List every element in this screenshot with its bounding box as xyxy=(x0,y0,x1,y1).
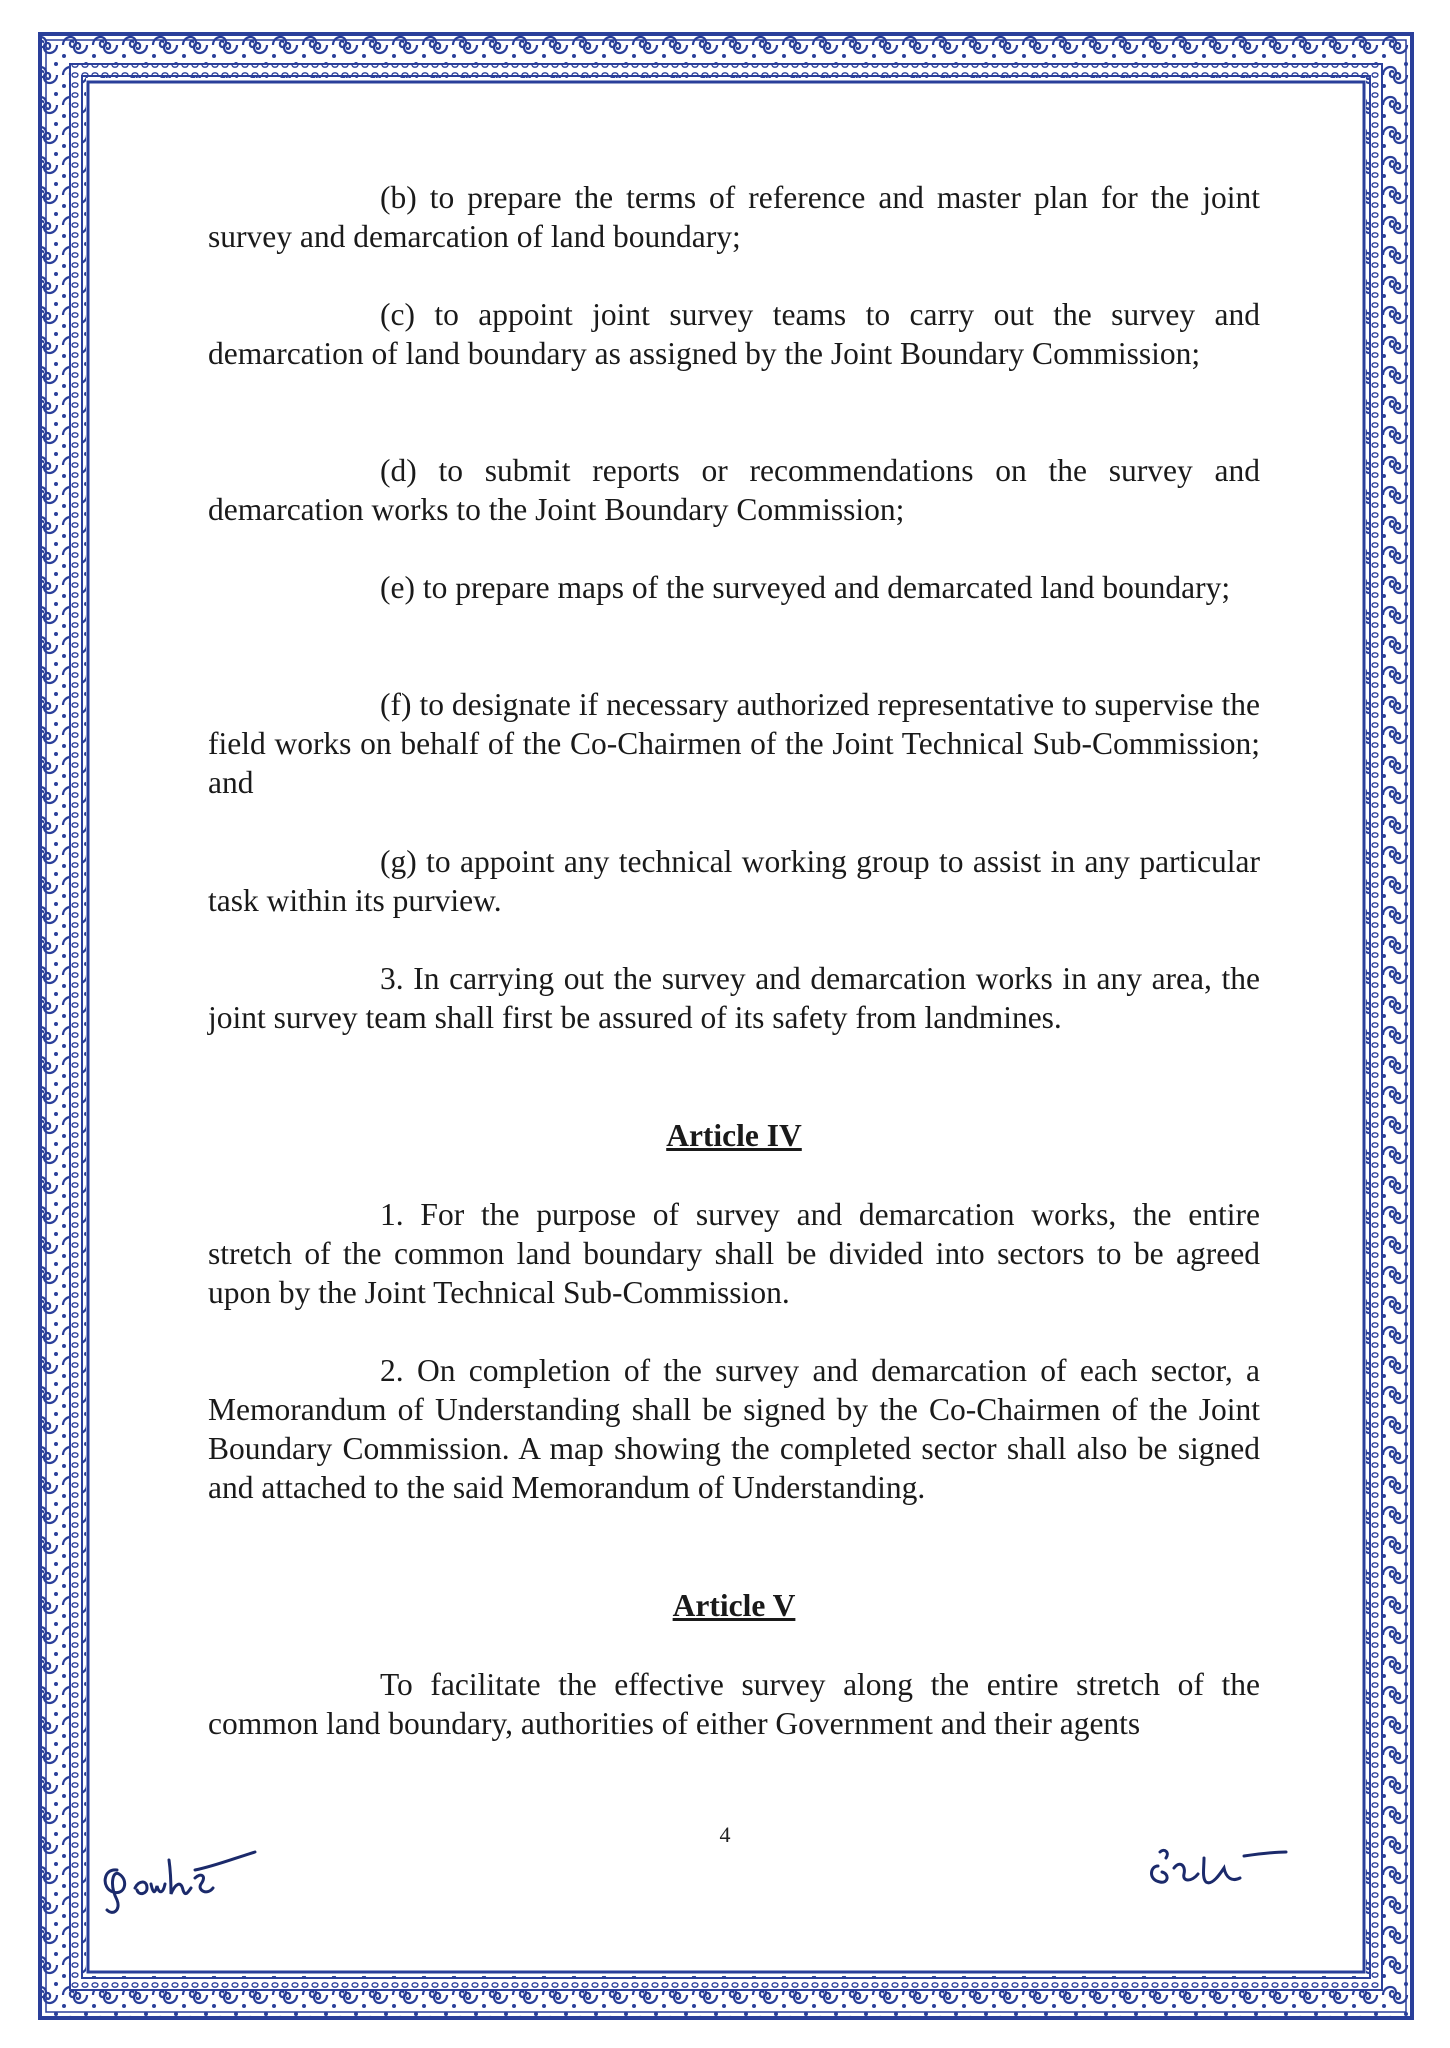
article-v-heading: Article V xyxy=(672,1588,796,1623)
paragraph-d: (d) to submit reports or recommendations on the survey and demarcation works to the Joint Boundary Commission; xyxy=(208,453,1260,527)
article-iv-paragraph-2: 2. On completion of the survey and demarcation of each sector, a Memorandum of Understanding shall be signed by the Co-Chairmen of the Joint Boundary Commission. A map showing the completed sector shall also be signed and attached to the said Memorandum of Understanding. xyxy=(208,1353,1260,1505)
paragraph-f: (f) to designate if necessary authorized representative to supervise the field works on behalf of the Co-Chairmen of the Joint Technical Sub-Commission; and xyxy=(208,687,1260,800)
paragraph-g: (g) to appoint any technical working group to assist in any particular task within its purview. xyxy=(208,844,1260,918)
page-number: 4 xyxy=(719,1822,731,1847)
signature-right xyxy=(1140,1838,1290,1898)
signature-left xyxy=(95,1840,265,1920)
article-v-paragraph-1: To facilitate the effective survey along the entire stretch of the common land boundary, authorities of either Government and their agents xyxy=(208,1667,1260,1741)
paragraph-c: (c) to appoint joint survey teams to carry out the survey and demarcation of land boundary as assigned by the Joint Boundary Commission; xyxy=(208,297,1260,371)
paragraph-3: 3. In carrying out the survey and demarcation works in any area, the joint survey team shall first be assured of its safety from landmines. xyxy=(208,961,1260,1035)
paragraph-b: (b) to prepare the terms of reference and master plan for the joint survey and demarcation of land boundary; xyxy=(208,180,1260,254)
article-iv-paragraph-1: 1. For the purpose of survey and demarcation works, the entire stretch of the common land boundary shall be divided into sectors to be agreed upon by the Joint Technical Sub-Commission. xyxy=(208,1197,1260,1310)
paragraph-e: (e) to prepare maps of the surveyed and demarcated land boundary; xyxy=(380,570,1231,605)
article-iv-heading: Article IV xyxy=(666,1118,802,1153)
